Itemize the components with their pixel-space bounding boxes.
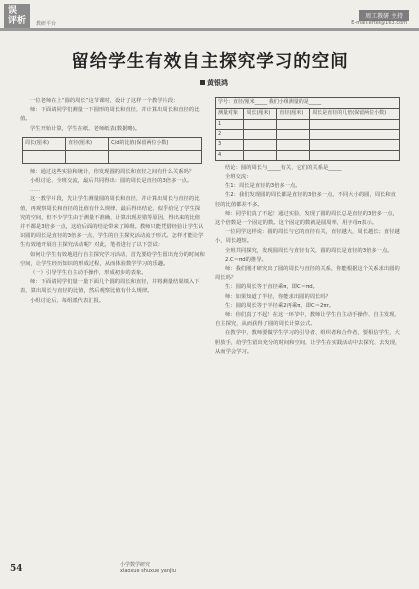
paragraph: 小组讨论后，每组派代表汇报。: [30, 297, 105, 304]
paragraph: 这一教学片段，先让学生测量圆的周长和直径，并计算出周长与直径的比值，再观察周长和直径的比值有什么规律，最后得出结论，似乎给足了学生探究的空间，但不少学生由于测量不准确、计算出现差错等原因，得出来的比值并不都是3倍多一点，这给后面的结论带来了障碍。教师只能凭借经验让学生认识圆的周长是直径的3倍多一点，学生的自主探究活动流于形式。怎样才能让学生有效地开展自主探究活动呢？对此，笔者进行了以下尝试：: [20, 196, 204, 249]
table-cell: [66, 150, 109, 163]
author-marker-icon: [200, 80, 205, 85]
table-cell: [109, 150, 202, 163]
table-note: 结论：圆的周长与_____有关，它们的关系是_____: [225, 164, 342, 171]
paragraph: 小组讨论、全班交流，最后共同得出：圆的周长是直径的3倍多一点。: [30, 178, 193, 185]
column-logo-text: 误 评析: [8, 6, 27, 26]
left-column: [20, 97, 205, 306]
table-title: 学号：直径/厘米_____ 我们小组测量的是_____: [216, 98, 400, 109]
paragraph: 生：圆的周长等于半径乘2再乘π，即C＝2πr。: [225, 302, 335, 309]
paragraph: 全班共同探究，发现圆周长与直径有关，圆的周长是直径的3倍多一点。: [225, 247, 393, 254]
table-row: 4: [216, 150, 400, 160]
table-cell: [23, 150, 66, 163]
table-header-cell: 周长(厘米): [244, 109, 277, 120]
paragraph: 师：我们刚才研究出了圆的周长与直径的关系，你能根据这个关系求出圆的周长吗？: [215, 266, 400, 282]
page-header: [0, 0, 419, 34]
page-number: 54: [10, 564, 23, 574]
paragraph: 2.C＝πd的推导。: [225, 256, 267, 263]
paragraph: ……: [30, 187, 41, 194]
table-header-cell: 周长是直径的几倍(保留两位小数): [310, 109, 400, 120]
paragraph: 师：通过这些实验和统计，你发现圆的周长和直径之间有什么关系吗？: [30, 168, 195, 175]
table-header-cell: C/d的比值(保留两位小数): [109, 137, 202, 150]
paragraph: 如何让学生有效地进行自主探究学习活动，首先要给学生留出充分的时间和空间，让学生经历知识的形成过程，从而体验数学学习的乐趣。: [20, 251, 205, 267]
right-column: [215, 97, 401, 357]
contact-email: E-mail:ertel@163.com: [351, 20, 407, 26]
header-band: [0, 28, 419, 31]
measurement-table: [22, 137, 202, 164]
table-row: 3: [216, 140, 400, 150]
paragraph: 一位老师在上“圆的周长”这节课时，设计了这样一个教学片段：: [30, 98, 179, 104]
paragraph: 师：下面请同学们量一量下面几个圆的周长和直径，并将测量结果填入下表，算出周长与直径的比值，然后观察比值有什么规律。: [20, 279, 200, 295]
table-header-cell: 直径(厘米): [66, 137, 109, 150]
group-record-table: [215, 97, 400, 161]
table-header-cell: 周长(厘米): [23, 137, 66, 150]
paragraph: 生2：我们发现圆的周长都是直径的3倍多一点，不同大小的圆，周长和直径的比值都差不多。: [215, 192, 396, 208]
paragraph: 师：同学们真了不起！通过实验，发现了圆的周长总是直径的3倍多一点，这个倍数是一个固定的数。这个固定的数就是圆周率，用字母π表示。: [215, 210, 398, 227]
article-title: 留给学生有效自主探究学习的空间: [71, 52, 349, 72]
paragraph: 生：圆的周长等于直径乘π，即C＝πd。: [225, 284, 318, 291]
article-author: 黄银鸿: [200, 78, 228, 88]
paragraph: 师：如果知道了半径，你能求出圆的周长吗？: [225, 293, 331, 300]
paragraph: 师：下面请同学们测量一下圆形的周长和直径，并计算出周长和直径的比值。: [20, 107, 200, 123]
paragraph: 全班交流：: [225, 174, 252, 181]
paragraph: 一位同学这样说：圆的周长与它的直径有关，直径越大，周长越长；直径越小，周长越短。: [215, 229, 400, 245]
paragraph: 在教学中，教师要做学生学习的引导者、组织者和合作者，要相信学生，大胆放手，给学生留出充分的时间和空间，让学生在实践活动中去探究、去发现，从而学会学习。: [215, 330, 401, 355]
table-header-cell: 测量对象: [216, 109, 244, 120]
table-row: 1: [216, 120, 400, 130]
column-subtitle: 教研平台: [36, 21, 57, 27]
paragraph: 学生开始计算，学生在纸、老师纸表(数据略)。: [30, 125, 141, 132]
paragraph: 师：你们真了不起！在这一环节中，教师让学生自主动手操作、自主发现、自主探究，从而获得了圆的周长计算公式。: [215, 312, 400, 328]
paragraph: 生1：周长是直径的3倍多一点。: [225, 183, 301, 190]
table-header-cell: 直径(厘米): [277, 109, 310, 120]
paragraph: （一）引导学生自主动手操作，形成初步的表象。: [30, 270, 147, 277]
journal-footer: 小学数学研究 xiaoxue shuxue yanjiu: [120, 562, 176, 574]
table-row: 2: [216, 130, 400, 140]
column-host-badge: 周工教研 主持: [359, 10, 409, 21]
